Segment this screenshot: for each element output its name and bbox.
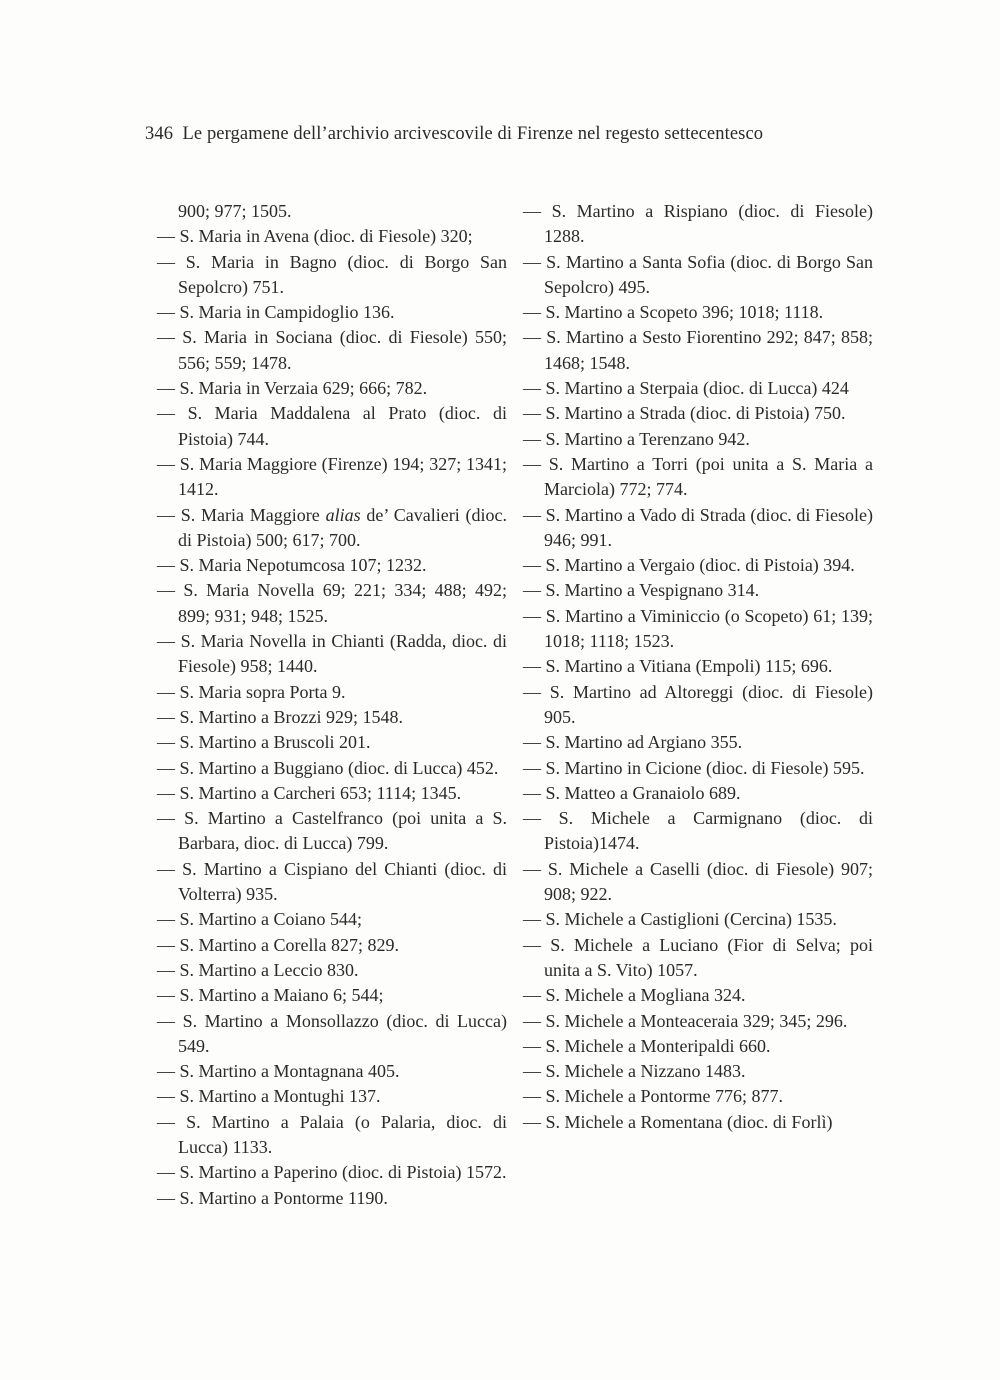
index-entry: — S. Michele a Monteaceraia 329; 345; 296. [523, 1010, 848, 1031]
index-entry: — S. Michele a Romentana (dioc. di Forlì) [523, 1111, 833, 1132]
index-entry: — S. Michele a Monteripaldi 660. [523, 1035, 771, 1056]
index-entry: — S. Michele a Carmignano (dioc. di Pistoia)1474. [523, 808, 873, 854]
index-entry: — S. Martino a Maiano 6; 544; [157, 985, 384, 1006]
index-column-right [523, 199, 873, 1135]
entry-text: — S. Maria Maggiore [157, 504, 326, 525]
index-entry [157, 503, 507, 554]
index-entry: — S. Martino ad Altoreggi (dioc. di Fiesole) 905. [523, 681, 873, 727]
index-entry: — S. Michele a Caselli (dioc. di Fiesole) 907; 908; 922. [523, 858, 873, 905]
index-entry: — S. Martino a Santa Sofia (dioc. di Borgo San Sepolcro) 495. [523, 251, 873, 297]
index-entry: — S. Maria in Verzaia 629; 666; 782. [157, 378, 428, 399]
index-entry: — S. Maria in Bagno (dioc. di Borgo San Sepolcro) 751. [157, 251, 507, 297]
index-entry: — S. Martino a Vergaio (dioc. di Pistoia) 394. [523, 555, 855, 576]
index-entry: — S. Maria in Sociana (dioc. di Fiesole) 550; 556; 559; 1478. [157, 327, 507, 373]
index-entry: — S. Maria in Avena (dioc. di Fiesole) 320; [157, 226, 473, 247]
index-entry: — S. Martino a Strada (dioc. di Pistoia) 750. [523, 403, 846, 424]
index-entry: — S. Martino a Sesto Fiorentino 292; 847; 858; 1468; 1548. [523, 327, 873, 373]
index-entry: — S. Martino in Cicione (dioc. di Fiesole) 595. [523, 757, 865, 778]
index-entry: — S. Martino a Viminiccio (o Scopeto) 61; 139; 1018; 1118; 1523. [523, 605, 873, 652]
index-entry: — S. Maria Maddalena al Prato (dioc. di Pistoia) 744. [157, 403, 507, 449]
index-entry: — S. Martino a Rispiano (dioc. di Fiesole) 1288. [523, 201, 873, 247]
entry-italic-term: alias [325, 504, 361, 525]
index-entry: — S. Martino a Sterpaia (dioc. di Lucca) 424 [523, 378, 849, 399]
index-entry: — S. Martino a Buggiano (dioc. di Lucca) 452. [157, 757, 499, 778]
index-entry: — S. Martino a Vespignano 314. [523, 580, 760, 601]
index-entry: — S. Martino a Vitiana (Empoli) 115; 696. [523, 656, 833, 677]
index-entry: — S. Martino a Carcheri 653; 1114; 1345. [157, 782, 462, 803]
index-entry: — S. Michele a Pontorme 776; 877. [523, 1086, 783, 1107]
index-entry: — S. Martino a Cispiano del Chianti (dioc. di Volterra) 935. [157, 858, 507, 905]
index-entry: — S. Martino a Monsollazzo (dioc. di Lucca) 549. [157, 1010, 507, 1056]
index-entry: — S. Maria sopra Porta 9. [157, 681, 346, 702]
index-entry: — S. Martino a Paperino (dioc. di Pistoia) 1572. [157, 1162, 507, 1183]
index-entry: — S. Martino a Torri (poi unita a S. Maria a Marciola) 772; 774. [523, 453, 873, 500]
index-entry: — S. Maria Maggiore (Firenze) 194; 327; 1341; 1412. [157, 453, 507, 500]
page-number: 346 [145, 124, 174, 144]
index-entry: — S. Martino a Palaia (o Palaria, dioc. di Lucca) 1133. [157, 1111, 507, 1157]
index-entry: — S. Martino a Corella 827; 829. [157, 934, 399, 955]
index-entry: — S. Martino a Castelfranco (poi unita a S. Barbara, dioc. di Lucca) 799. [157, 808, 507, 854]
index-entry: — S. Martino a Montughi 137. [157, 1086, 381, 1107]
index-entry: — S. Martino a Bruscoli 201. [157, 732, 371, 753]
index-entry: — S. Matteo a Granaiolo 689. [523, 782, 741, 803]
index-entry: — S. Maria Novella 69; 221; 334; 488; 492; 899; 931; 948; 1525. [157, 580, 507, 626]
running-head [145, 124, 763, 145]
index-entry: — S. Martino a Brozzi 929; 1548. [157, 706, 403, 727]
index-entry: — S. Maria Novella in Chianti (Radda, dioc. di Fiesole) 958; 1440. [157, 631, 507, 677]
index-entry: — S. Martino a Terenzano 942. [523, 428, 750, 449]
index-entry: — S. Martino a Pontorme 1190. [157, 1187, 388, 1208]
index-entry: — S. Michele a Mogliana 324. [523, 985, 746, 1006]
index-entry: — S. Maria Nepotumcosa 107; 1232. [157, 555, 427, 576]
index-entry: — S. Michele a Nizzano 1483. [523, 1061, 746, 1082]
index-entry: — S. Martino ad Argiano 355. [523, 732, 743, 753]
index-entry: — S. Michele a Luciano (Fior di Selva; poi unita a S. Vito) 1057. [523, 934, 873, 980]
index-entry: — S. Martino a Coiano 544; [157, 909, 362, 930]
index-entry: — S. Michele a Castiglioni (Cercina) 1535. [523, 909, 837, 930]
index-entry: — S. Martino a Scopeto 396; 1018; 1118. [523, 302, 824, 323]
index-entry: 900; 977; 1505. [178, 201, 292, 221]
index-entry: — S. Martino a Vado di Strada (dioc. di Fiesole) 946; 991. [523, 504, 873, 550]
entry-text: de’ Cavalieri (dioc. di Pistoia) 500; 617; 700. [178, 504, 507, 550]
index-entry: — S. Maria in Campidoglio 136. [157, 302, 395, 323]
running-title: Le pergamene dell’archivio arcivescovile di Firenze nel regesto settecentesco [182, 124, 764, 144]
index-column-left [157, 199, 507, 1211]
index-entry: — S. Martino a Leccio 830. [157, 959, 359, 980]
index-entry: — S. Martino a Montagnana 405. [157, 1061, 400, 1082]
